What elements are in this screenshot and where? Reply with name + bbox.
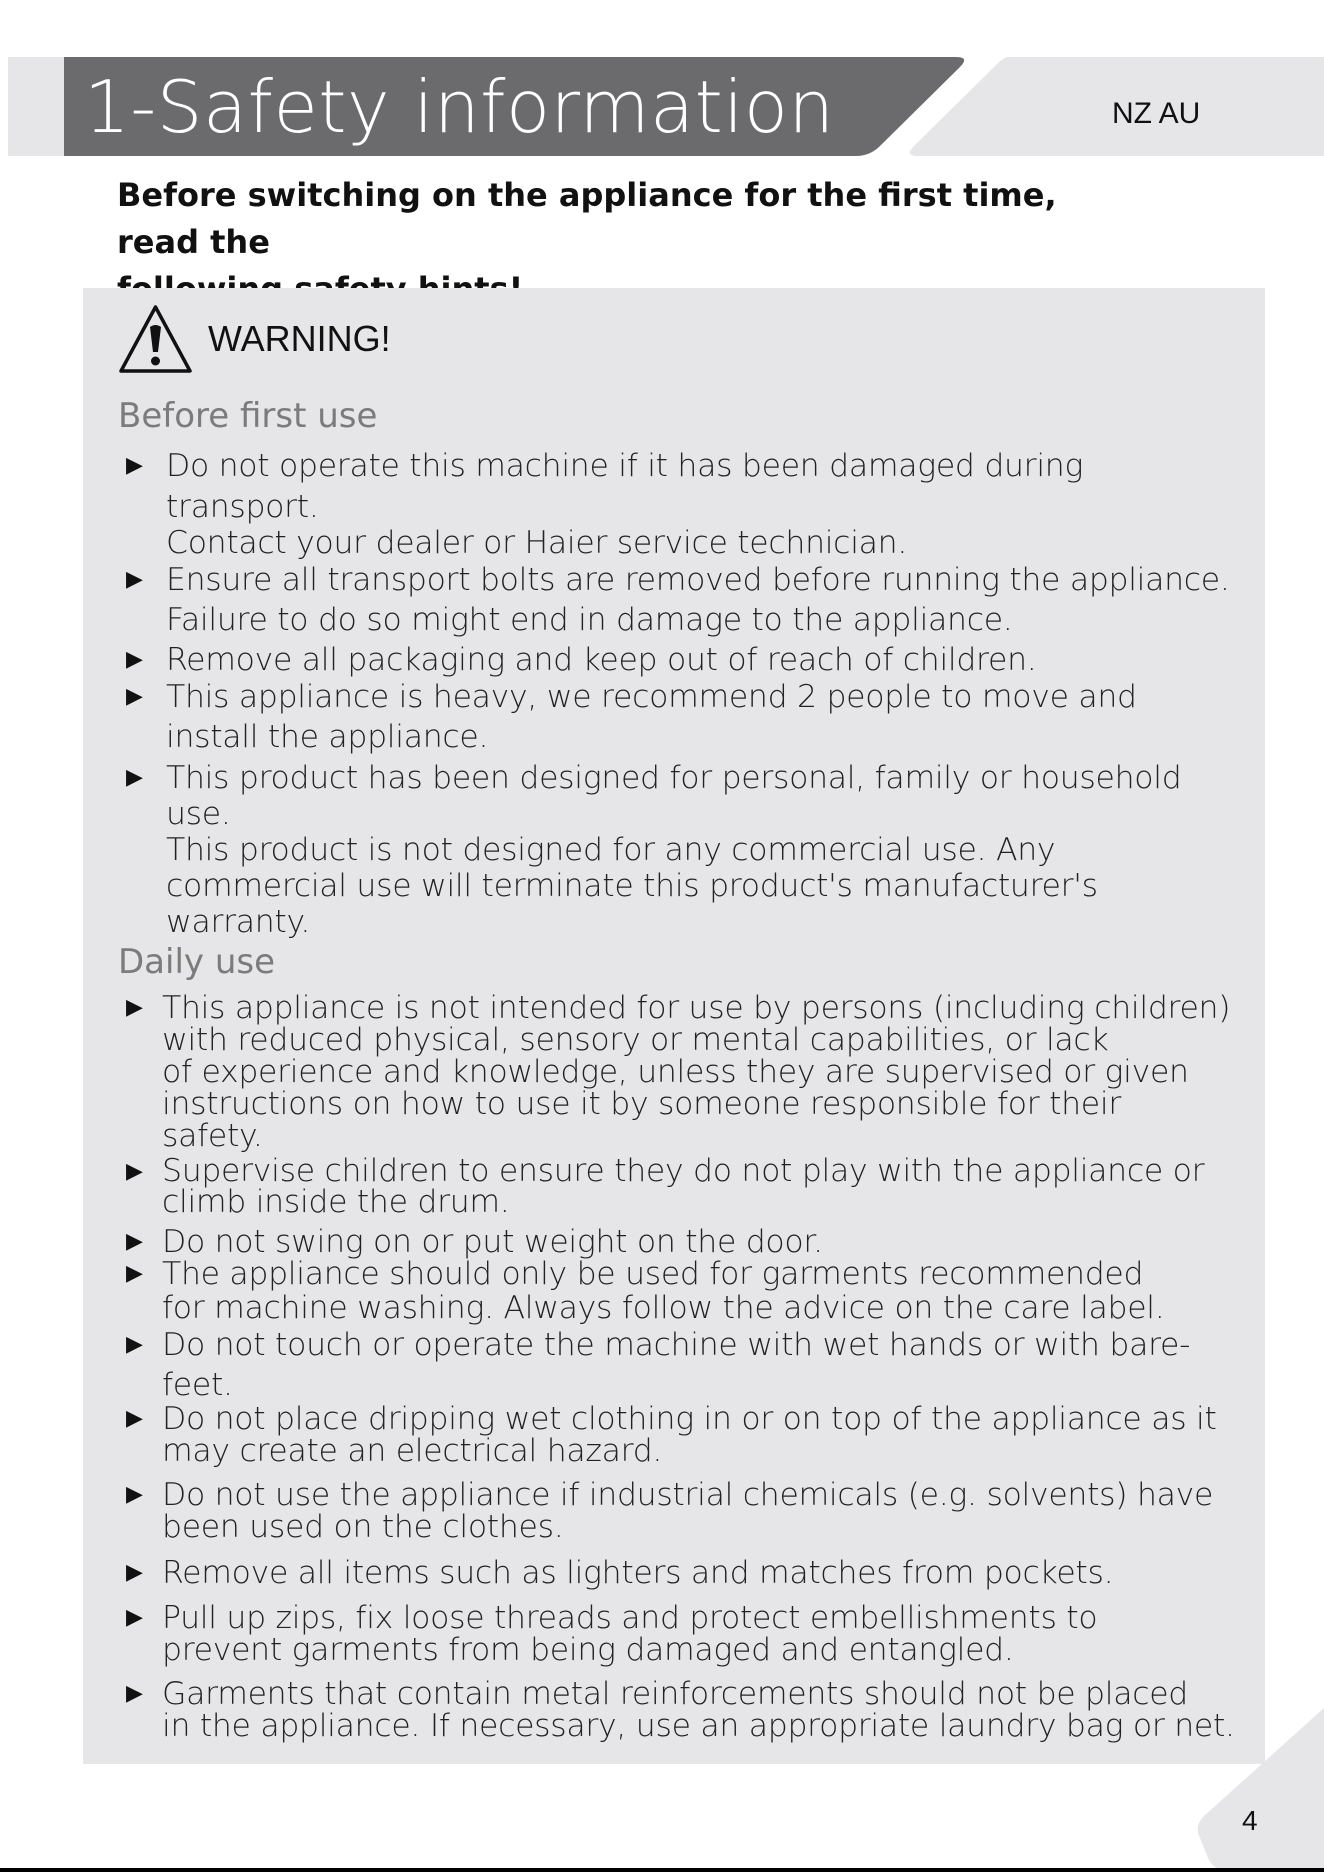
bullet-arrow-icon: ▶ <box>126 1482 143 1507</box>
bullet-arrow-icon: ▶ <box>126 567 143 592</box>
list-item-line: with reduced physical, sensory or mental capabilities, or lack <box>162 1022 1109 1058</box>
list-item-line: climb inside the drum. <box>162 1184 510 1220</box>
list-item-line: may create an electrical hazard. <box>162 1433 663 1469</box>
list-item-line: in the appliance. If necessary, use an appropriate laundry bag or net. <box>162 1708 1235 1744</box>
bullet-arrow-icon: ▶ <box>126 1406 143 1431</box>
list-item-line: This product has been designed for personal, family or household <box>166 760 1182 796</box>
region-label: NZ AU <box>1112 97 1201 130</box>
list-item-line: Do not place dripping wet clothing in or on top of the appliance as it <box>162 1401 1217 1437</box>
list-item-line: Supervise children to ensure they do not play with the appliance or <box>162 1153 1205 1189</box>
list-item-line: instructions on how to use it by someone responsible for their <box>162 1086 1121 1122</box>
warning-title: WARNING! <box>208 318 391 359</box>
section-heading-daily-use: Daily use <box>118 942 276 982</box>
list-item-line: use. <box>166 796 231 832</box>
list-item-line: Do not operate this machine if it has been damaged during <box>166 448 1084 484</box>
list-item-line: This product is not designed for any commercial use. Any <box>166 832 1056 868</box>
bullet-arrow-icon: ▶ <box>126 1681 143 1706</box>
list-item-line: Garments that contain metal reinforcements should not be placed <box>162 1676 1188 1712</box>
list-item-line: been used on the clothes. <box>162 1509 564 1545</box>
list-item-line: Do not use the appliance if industrial chemicals (e.g. solvents) have <box>162 1477 1214 1513</box>
section-heading-before-first-use: Before first use <box>118 396 378 436</box>
list-item-line: Remove all items such as lighters and matches from pockets. <box>162 1555 1114 1591</box>
bullet-arrow-icon: ▶ <box>126 995 143 1020</box>
list-item-line: commercial use will terminate this product's manufacturer's <box>166 868 1098 904</box>
bullet-arrow-icon: ▶ <box>126 765 143 790</box>
bullet-arrow-icon: ▶ <box>126 1261 143 1286</box>
list-item-line: Contact your dealer or Haier service technician. <box>166 525 908 561</box>
bottom-rule <box>0 1868 1324 1872</box>
list-item-line: for machine washing. Always follow the advice on the care label. <box>162 1290 1165 1326</box>
list-item-line: This appliance is heavy, we recommend 2 people to move and <box>166 679 1137 715</box>
warning-heading <box>118 303 391 375</box>
list-item-line: prevent garments from being damaged and entangled. <box>162 1632 1014 1668</box>
bullet-arrow-icon: ▶ <box>126 1605 143 1630</box>
bullet-arrow-icon: ▶ <box>126 1159 143 1184</box>
bullet-arrow-icon: ▶ <box>126 684 143 709</box>
list-item-line: safety. <box>162 1118 263 1154</box>
list-item-line: Remove all packaging and keep out of reach of children. <box>166 642 1037 678</box>
list-item-line: transport. <box>166 489 319 525</box>
list-item-line: This appliance is not intended for use by persons (including children) <box>162 990 1231 1026</box>
list-item-line: of experience and knowledge, unless they are supervised or given <box>162 1054 1189 1090</box>
bullet-arrow-icon: ▶ <box>126 1332 143 1357</box>
list-item-line: install the appliance. <box>166 719 489 755</box>
list-item-line: Do not touch or operate the machine with wet hands or with bare- <box>162 1327 1191 1363</box>
bullet-arrow-icon: ▶ <box>126 647 143 672</box>
list-item-line: warranty. <box>166 904 311 940</box>
list-item-line: The appliance should only be used for garments recommended <box>162 1256 1144 1292</box>
bullet-arrow-icon: ▶ <box>126 1560 143 1585</box>
list-item-line: Failure to do so might end in damage to the appliance. <box>166 602 1013 638</box>
page-number: 4 <box>1242 1805 1258 1836</box>
intro-line: Before switching on the appliance for the first time, read the <box>117 176 1057 261</box>
list-item-line: Ensure all transport bolts are removed before running the appliance. <box>166 562 1230 598</box>
page-corner-tab <box>1194 1708 1324 1872</box>
warning-triangle-icon <box>118 303 193 375</box>
list-item-line: feet. <box>162 1367 233 1403</box>
list-item-line: Do not swing on or put weight on the door. <box>162 1224 823 1260</box>
bullet-arrow-icon: ▶ <box>126 453 143 478</box>
page-title: 1-Safety information <box>84 65 835 149</box>
bullet-arrow-icon: ▶ <box>126 1229 143 1254</box>
list-item-line: Pull up zips, fix loose threads and protect embellishments to <box>162 1600 1098 1636</box>
